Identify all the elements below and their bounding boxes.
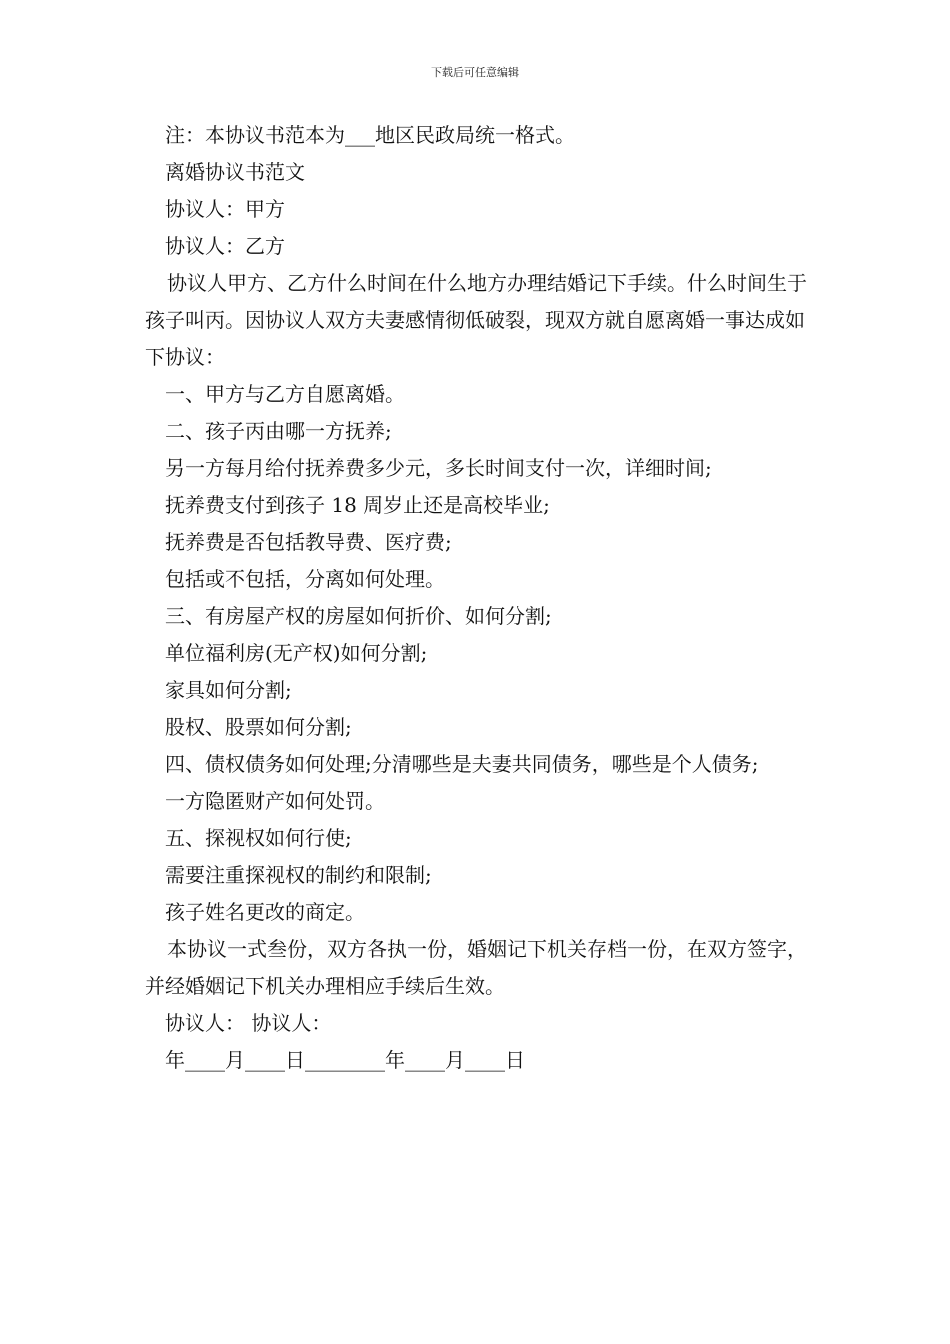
- clause-1: 一、甲方与乙方自愿离婚。: [165, 382, 405, 406]
- date-line: 年____月____日________年____月____日: [165, 1048, 525, 1072]
- clause-5-detail-1: 需要注重探视权的制约和限制;: [165, 863, 432, 887]
- clause-3: 三、有房屋产权的房屋如何折价、如何分割;: [165, 604, 552, 628]
- preamble-paragraph: 协议人甲方、乙方什么时间在什么地方办理结婚记下手续。什么时间生于孩子叫丙。因协议人双方夫妻感情彻低破裂，现双方就自愿离婚一事达成如下协议：: [145, 271, 807, 369]
- page-header-note: 下载后可任意编辑: [431, 66, 519, 79]
- signature-line: 协议人： 协议人：: [165, 1011, 332, 1035]
- clause-3-detail-3: 股权、股票如何分割;: [165, 715, 352, 739]
- clause-4-detail-1: 一方隐匿财产如何处罚。: [165, 789, 385, 813]
- clause-2-detail-3: 抚养费是否包括教导费、医疗费;: [165, 530, 452, 554]
- clause-5-detail-2: 孩子姓名更改的商定。: [165, 900, 365, 924]
- effectiveness-paragraph: 本协议一式叁份，双方各执一份，婚姻记下机关存档一份，在双方签字，并经婚姻记下机关办理相应手续后生效。: [145, 937, 807, 998]
- document-title: 离婚协议书范文: [165, 160, 305, 184]
- clause-3-detail-1: 单位福利房(无产权)如何分割;: [165, 641, 428, 665]
- clause-4: 四、债权债务如何处理;分清哪些是夫妻共同债务，哪些是个人债务;: [165, 752, 759, 776]
- note-paragraph: 注：本协议书范本为___地区民政局统一格式。: [165, 123, 575, 147]
- clause-3-detail-2: 家具如何分割;: [165, 678, 292, 702]
- party-b-line: 协议人：乙方: [165, 234, 285, 258]
- clause-2: 二、孩子丙由哪一方抚养;: [165, 419, 392, 443]
- document-body: [145, 117, 810, 1079]
- party-a-line: 协议人：甲方: [165, 197, 285, 221]
- clause-2-detail-4: 包括或不包括，分离如何处理。: [165, 567, 445, 591]
- clause-5: 五、探视权如何行使;: [165, 826, 352, 850]
- clause-2-detail-2: 抚养费支付到孩子 18 周岁止还是高校毕业;: [165, 493, 550, 517]
- clause-2-detail-1: 另一方每月给付抚养费多少元，多长时间支付一次，详细时间;: [165, 456, 712, 480]
